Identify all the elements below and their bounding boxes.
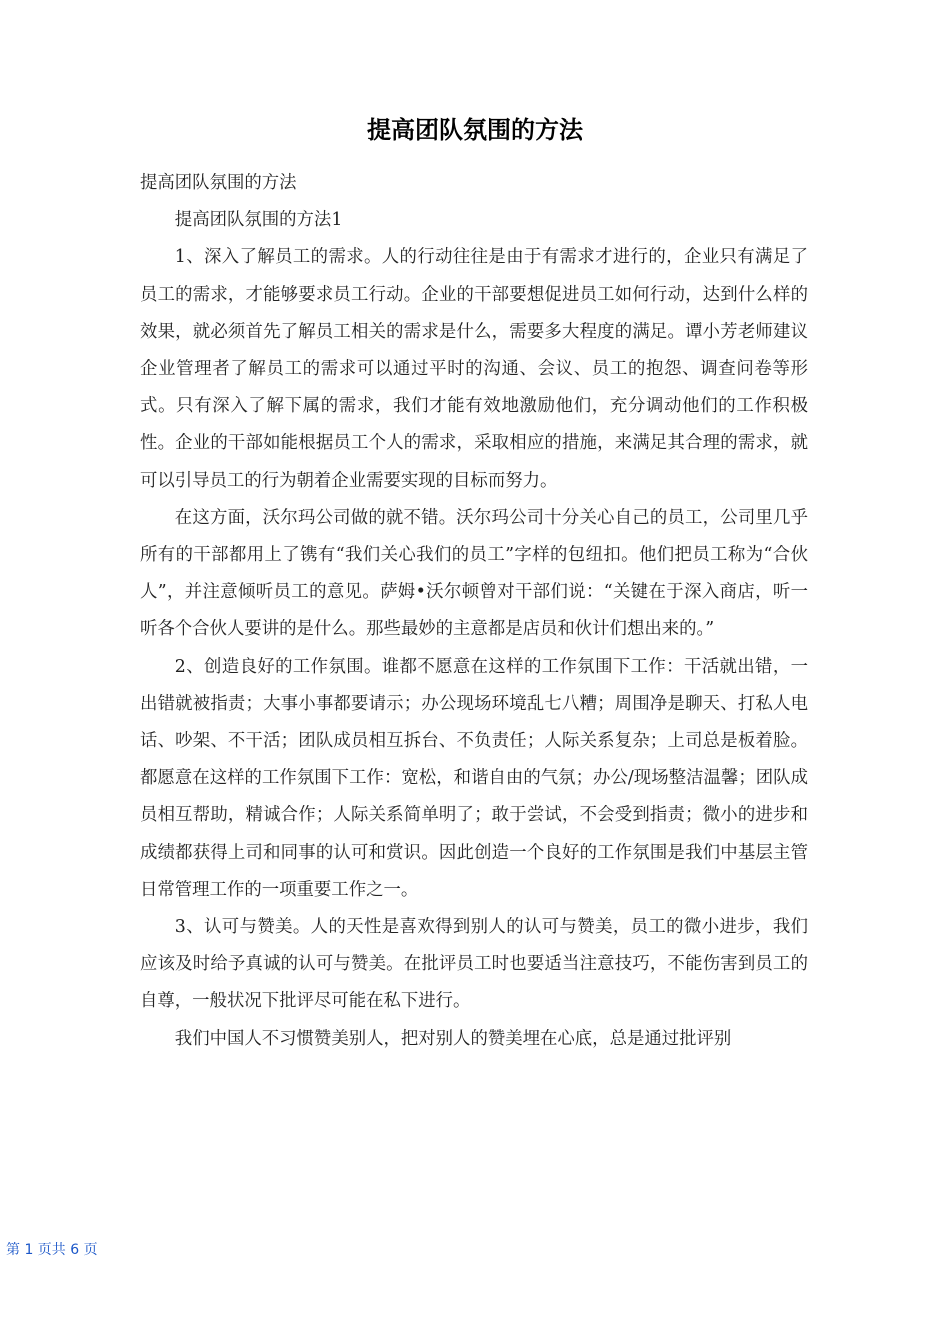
paragraph: 在这方面，沃尔玛公司做的就不错。沃尔玛公司十分关心自己的员工，公司里几乎所有的干部都用上了镌有“我们关心我们的员工”字样的包纽扣。他们把员工称为“合伙人”，并注意倾听员工的意见。萨姆•沃尔顿曾对干部们说：“关键在于深入商店，听一听各个合伙人要讲的是什么。那些最妙的主意都是店员和伙计们想出来的。”: [140, 507, 808, 640]
paragraph: 1、深入了解员工的需求。人的行动往往是由于有需求才进行的，企业只有满足了员工的需求，才能够要求员工行动。企业的干部要想促进员工如何行动，达到什么样的效果，就必须首先了解员工相关的需求是什么，需要多大程度的满足。谭小芳老师建议企业管理者了解员工的需求可以通过平时的沟通、会议、员工的抱怨、调查问卷等形式。只有深入了解下属的需求，我们才能有效地激励他们，充分调动他们的工作积极性。企业的干部如能根据员工个人的需求，采取相应的措施，来满足其合理的需求，就可以引导员工的行为朝着企业需要实现的目标而努力。: [140, 247, 808, 491]
paragraph: 提高团队氛围的方法: [140, 173, 297, 193]
paragraph: 我们中国人不习惯赞美别人，把对别人的赞美埋在心底，总是通过批评别: [174, 1028, 732, 1049]
paragraph: 提高团队氛围的方法1: [174, 210, 343, 231]
paragraph: 3、认可与赞美。人的天性是喜欢得到别人的认可与赞美，员工的微小进步，我们应该及时给予真诚的认可与赞美。在批评员工时也要适当注意技巧，不能伤害到员工的自尊，一般状况下批评尽可能在私下进行。: [140, 917, 808, 1012]
document-title: 提高团队氛围的方法: [367, 115, 583, 144]
paragraph: 2、创造良好的工作氛围。谁都不愿意在这样的工作氛围下工作：干活就出错，一出错就被指责；大事小事都要请示；办公现场环境乱七八糟；周围净是聊天、打私人电话、吵架、不干活；团队成员相互拆台、不负责任；人际关系复杂；上司总是板着脸。都愿意在这样的工作氛围下工作：宽松，和谐自由的气氛；办公/现场整洁温馨；团队成员相互帮助，精诚合作；人际关系简单明了；敢于尝试，不会受到指责；微小的进步和成绩都获得上司和同事的认可和赏识。因此创造一个良好的工作氛围是我们中基层主管日常管理工作的一项重要工作之一。: [140, 656, 808, 900]
page-indicator: 第 1 页共 6 页: [6, 1242, 98, 1258]
document-body: [140, 165, 808, 1058]
